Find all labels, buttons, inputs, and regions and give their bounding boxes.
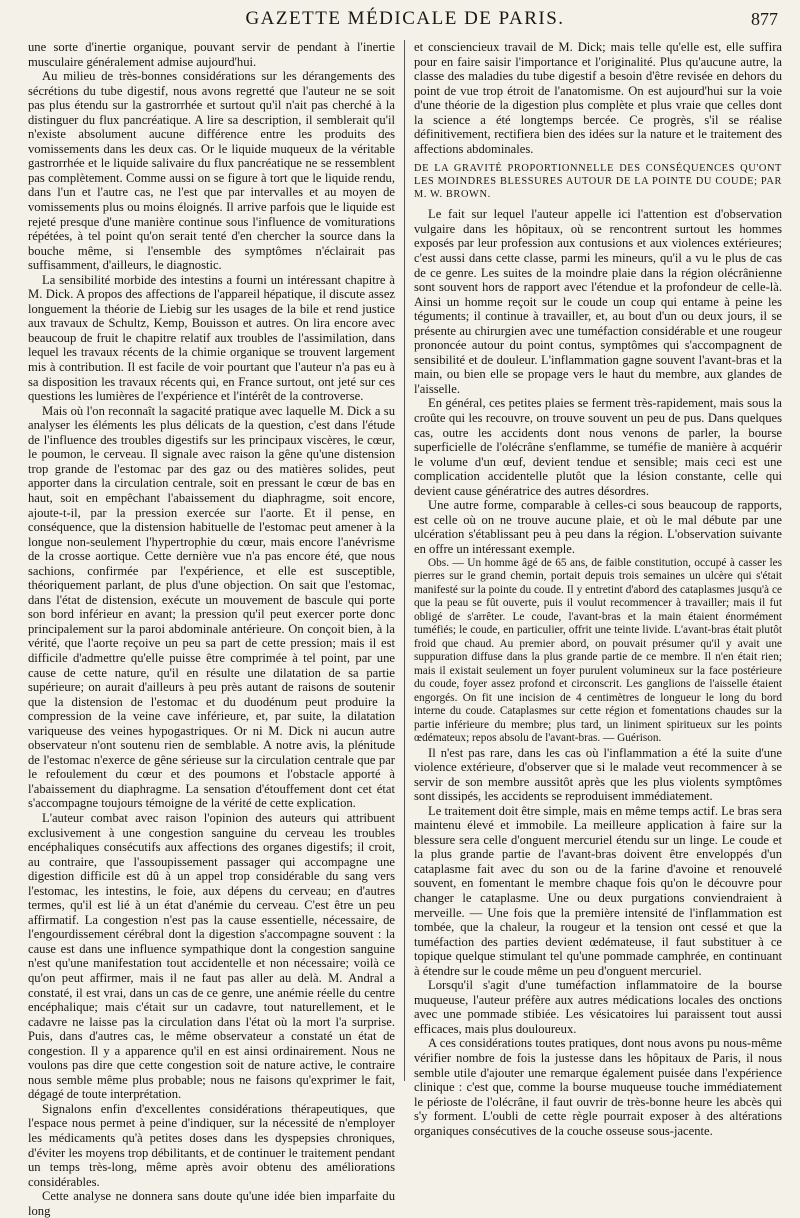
paragraph: Mais où l'on reconnaît la sagacité pratique avec laquelle M. Dick a su analyser les éléments les plus délicats de la question, c'est dans l'étude de l'influence des troubles digestifs sur les principaux viscères, le cœur, le poumon, le cerveau. Il signale avec raison la gêne qu'une distension trop grande de l'estomac par des gaz ou des matières solides, peut apporter dans la circulation centrale, soit en pressant le cœur de bas en haut, soit en empêchant l'abaissement du diaphragme, soit encore, ajoute-t-il, par la pression exercée sur l'aorte. Et il pense, en conséquence, que la distension habituelle de l'estomac peut amener à la longue non-seulement l'hypertrophie du cœur, mais encore l'anévrisme de la crosse aortique. Cette dernière vue n'a pas encore été, que nous sachions, confirmée par l'expérience, et elle est susceptible, théoriquement parlant, de plus d'une objection. On sait que l'estomac, dans l'état de distension, exécute un mouvement de bascule qui porte son bord inférieur en avant; la pression qu'il peut exercer porte donc principalement sur la paroi abdominale antérieure. On conçoit bien, à la vérité, que l'aorte reçoive un peu sa part de cette pression; mais il est difficile d'admettre qu'elle puisse être comprimée à tel point, par une cause de cette nature, qu'il en résulte une dilatation de sa partie supérieure; on aurait d'ailleurs à peu près autant de raisons de soutenir que la distension de l'estomac et du duodénum peut produire la compression de la veine cave inférieure, et, par suite, la dilatation variqueuse des veines hypogastriques. Or ni M. Dick ni aucun autre observateur n'ont soutenu rien de semblable. A notre avis, la plénitude de l'estomac n'exerce de gêne sérieuse sur la circulation centrale que par le refoulement du cœur et des poumons et l'obstacle apporté à l'abaissement du diaphragme. La sensation d'étouffement dont cet état s'accompagne toujours témoigne de la vérité de cette explication. bbox=[28, 403, 395, 811]
paragraph: Lorsqu'il s'agit d'une tuméfaction inflammatoire de la bourse muqueuse, l'auteur préfère aux autres médications locales des onctions avec une pommade stibiée. Les vésicatoires lui paraissent tout aussi efficaces, mais plus douloureux. bbox=[414, 978, 782, 1036]
paragraph: A ces considérations toutes pratiques, dont nous avons pu nous-même vérifier nombre de fois la justesse dans les hôpitaux de Paris, il nous semble utile d'ajouter une remarque également puisée dans l'expérience clinique : c'est que, comme la bourse muqueuse touche immédiatement le périoste de l'olécrâne, il faut ouvrir de très-bonne heure les abcès qui s'y forment. L'oubli de cette règle pourrait exposer à des altérations organiques consécutives de la couche osseuse sous-jacente. bbox=[414, 1036, 782, 1138]
paragraph: une sorte d'inertie organique, pouvant servir de pendant à l'inertie musculaire généralement admise aujourd'hui. bbox=[28, 40, 395, 69]
left-column bbox=[28, 40, 405, 1218]
page-header bbox=[28, 0, 782, 38]
paragraph: Le fait sur lequel l'auteur appelle ici l'attention est d'observation vulgaire dans les hôpitaux, où se rencontrent surtout les hommes exposés par leur profession aux contusions et aux violences extérieures; c'est aussi dans cette classe, parmi les mineurs, qu'il a vu le plus de cas de ce genre. Les suites de la moindre plaie dans la région olécrânienne sont souvent hors de rapport avec l'étendue et la profondeur de celle-là. Ainsi un homme reçoit sur le coude un coup qui entame à peine les téguments; il continue à travailler, et, au bout d'un ou deux jours, il se présente au chirurgien avec une tuméfaction considérable et une rougeur prononcée autour du point contus, symptômes qui s'accompagnent de sensibilité et de douleur. L'inflammation gagne souvent l'avant-bras et la main, ou bien elle se propage vers le haut du membre, aux glandes de l'aisselle. bbox=[414, 207, 782, 396]
paragraph: Une autre forme, comparable à celles-ci sous beaucoup de rapports, est celle où on ne trouve aucune plaie, et où le mal débute par une ulcération s'établissant peu à peu dans la région. L'observation suivante en offre un intéressant exemple. bbox=[414, 498, 782, 556]
paragraph: Au milieu de très-bonnes considérations sur les dérangements des sécrétions du tube digestif, nous avons regretté que l'auteur ne se soit pas plus étendu sur la gastrorrhée et surtout qu'il n'ait pas cherché à la distinguer du flux pancréatique. A lire sa description, il semblerait qu'il n'existe absolument aucune différence entre les produits des vomissements dans les deux cas. Or le liquide muqueux de la véritable gastrorrhée et le liquide salivaire du flux pancréatique ne se ressemblent pas complètement. Comme aussi on se figure à tort que le liquide rendu, dans l'un et l'autre cas, ne l'est que par intervalles et au moyen de vomissements plus ou moins éloignés. Il arrive parfois que le liquide est rejeté presque d'une manière continue sous l'influence de vomiturations répétées, à tel point qu'on serait tenté d'en chercher la source dans la bouche même, si l'ensemble des symptômes n'éclairait pas suffisamment, d'ailleurs, le diagnostic. bbox=[28, 69, 395, 273]
page-number: 877 bbox=[751, 9, 778, 29]
paragraph: Signalons enfin d'excellentes considérations thérapeutiques, que l'espace nous permet à peine d'indiquer, sur la nécessité de n'employer les médicaments qu'à petites doses dans les dyspepsies chroniques, d'éviter les moyens trop débilitants, et de continuer le traitement pendant un temps très-long, même après avoir obtenu des améliorations considérables. bbox=[28, 1101, 395, 1189]
right-column bbox=[405, 40, 782, 1138]
running-title: GAZETTE MÉDICALE DE PARIS. bbox=[245, 8, 565, 29]
article-heading: DE LA GRAVITÉ PROPORTIONNELLE DES CONSÉQUENCES QU'ONT LES MOINDRES BLESSURES AUTOUR DE LA POINTE DU COUDE; PAR M. W. BROWN. bbox=[414, 163, 782, 201]
paragraph: En général, ces petites plaies se ferment très-rapidement, mais sous la croûte qui les recouvre, on trouve souvent un peu de pus. Dans quelques cas, outre les accidents dont nous venons de parler, la bourse superficielle de l'olécrâne s'enflamme, se tuméfie de manière à acquérir le volume d'un œuf, devient tendue et sensible; mais ceci est une complication accidentelle plutôt que la lésion constante, celle qui devient cause génératrice des autres désordres. bbox=[414, 396, 782, 498]
two-column-body bbox=[28, 40, 782, 1218]
observation-case: Obs. — Un homme âgé de 65 ans, de faible constitution, occupé à casser les pierres sur le grand chemin, portait depuis trois semaines un ulcère qui s'était manifesté sur la pointe du coude. Il y entretint d'abord des cataplasmes jusqu'à ce que la peau se fût ouverte, puis il voulut recommencer à travailler; mais il fut obligé de s'arrêter. Le coude, l'avant-bras et la main étaient énormément tuméfiés; le coude, en particulier, offrit une teinte livide. L'avant-bras était plutôt froid que chaud. Au premier abord, on pouvait présumer qu'il y avait une suppuration diffuse dans la plus grande partie de ce membre. Il n'en était rien; mais il existait seulement un foyer purulent volumineux sur la face postérieure du coude, foyer assez profond et circonscrit. Les ganglions de l'aisselle étaient engorgés. On fit une incision de 4 centimètres de longueur le long du bord interne du coude. Cataplasmes sur cette région et fomentations chaudes sur la partie inférieure du membre; plus tard, un liniment spiritueux sur les points œdémateux; repos absolu de l'avant-bras. — Guérison. bbox=[414, 556, 782, 744]
paragraph: et consciencieux travail de M. Dick; mais telle qu'elle est, elle suffira pour en faire saisir l'importance et l'originalité. Plus qu'aucune autre, la classe des maladies du tube digestif a besoin d'être revisée en dehors du point de vue trop étroit de l'anatomisme. On est aujourd'hui sur la voie d'une théorie de la digestion plus complète et plus vraie que celles dont la science a été longtemps bercée. Ce progrès, s'il se réalise définitivement, rectifiera bien des idées sur la nature et le traitement des affections abdominales. bbox=[414, 40, 782, 156]
paragraph: Cette analyse ne donnera sans doute qu'une idée bien imparfaite du long bbox=[28, 1189, 395, 1218]
paragraph: La sensibilité morbide des intestins a fourni un intéressant chapitre à M. Dick. A propos des affections de l'appareil hépatique, il discute assez longuement la théorie de Liebig sur les usages de la bile et rend justice aux travaux de Schultz, Kemp, Bouisson et autres. On lira encore avec beaucoup de fruit le chapitre relatif aux troubles de l'assimilation, dans lequel les travaux récents de la chimie organique se trouvent largement mis à contribution. Il est facile de voir pourtant que l'auteur n'a pas eu à sa disposition les travaux récents qui, en France surtout, ont jeté sur ces questions les lumières de l'expérience et l'intérêt de la controverse. bbox=[28, 272, 395, 404]
paragraph: Le traitement doit être simple, mais en même temps actif. Le bras sera maintenu élevé et immobile. La meilleure application à faire sur la blessure sera celle d'onguent mercuriel étendu sur un linge. Le coude et la plus grande partie de l'avant-bras doivent être enveloppés d'un cataplasme fait avec du son ou de la farine d'avoine et renouvelé souvent, en fomentant le membre chaque fois qu'on le découvre pour changer le cataplasme. Une ou deux purgations conviendraient à merveille. — Une fois que la première intensité de l'inflammation est tombée, que la chaleur, la rougeur et la tension ont cessé et que la tuméfaction des parties devient œdémateuse, il faut substituer à ce topique quelque stimulant tel qu'une pommade camphrée, en continuant à étendre sur le coude même un peu d'onguent mercuriel. bbox=[414, 803, 782, 978]
paragraph: Il n'est pas rare, dans les cas où l'inflammation a été la suite d'une violence extérieure, d'observer que si le malade veut recommencer à se servir de son membre aussitôt après que les plus violents symptômes sont dissipés, les accidents se reproduisent immédiatement. bbox=[414, 745, 782, 804]
paragraph: L'auteur combat avec raison l'opinion des auteurs qui attribuent exclusivement à une congestion sanguine du cerveau les troubles encéphaliques consécutifs aux affections des organes digestifs; il croit, au contraire, que l'assoupissement passager qui accompagne une digestion difficile est dû à un appel trop considérable du sang vers l'estomac, les intestins, le foie, aux dépens du cerveau; en d'autres termes, qu'il est lié à un état d'anémie du cerveau. C'est être un peu affirmatif. La congestion n'est pas la cause essentielle, nécessaire, de l'engourdissement cérébral dont la digestion s'accompagne souvent : la cause est dans une influence sympathique dont la congestion sanguine n'est qu'une manifestation tout accidentelle et non nécessaire; voilà ce qu'on peut affirmer, mais il ne faut pas aller au delà. M. Andral a constaté, il est vrai, dans un cas de ce genre, une anémie réelle du centre encéphalique; mais c'était sur un cadavre, tout naturellement, et le cadavre ne laisse pas la circulation dans l'état où la mort l'a surprise. Puis, dans d'autres cas, le même observateur a constaté un état de congestion. Il y a apparence qu'il en est ainsi ordinairement. Nous ne voulons pas dire que cette congestion soit de nature active, le contraire nous semble même plus probable; nous ne faisons qu'exprimer le fait, dégagé de toute interprétation. bbox=[28, 810, 395, 1102]
